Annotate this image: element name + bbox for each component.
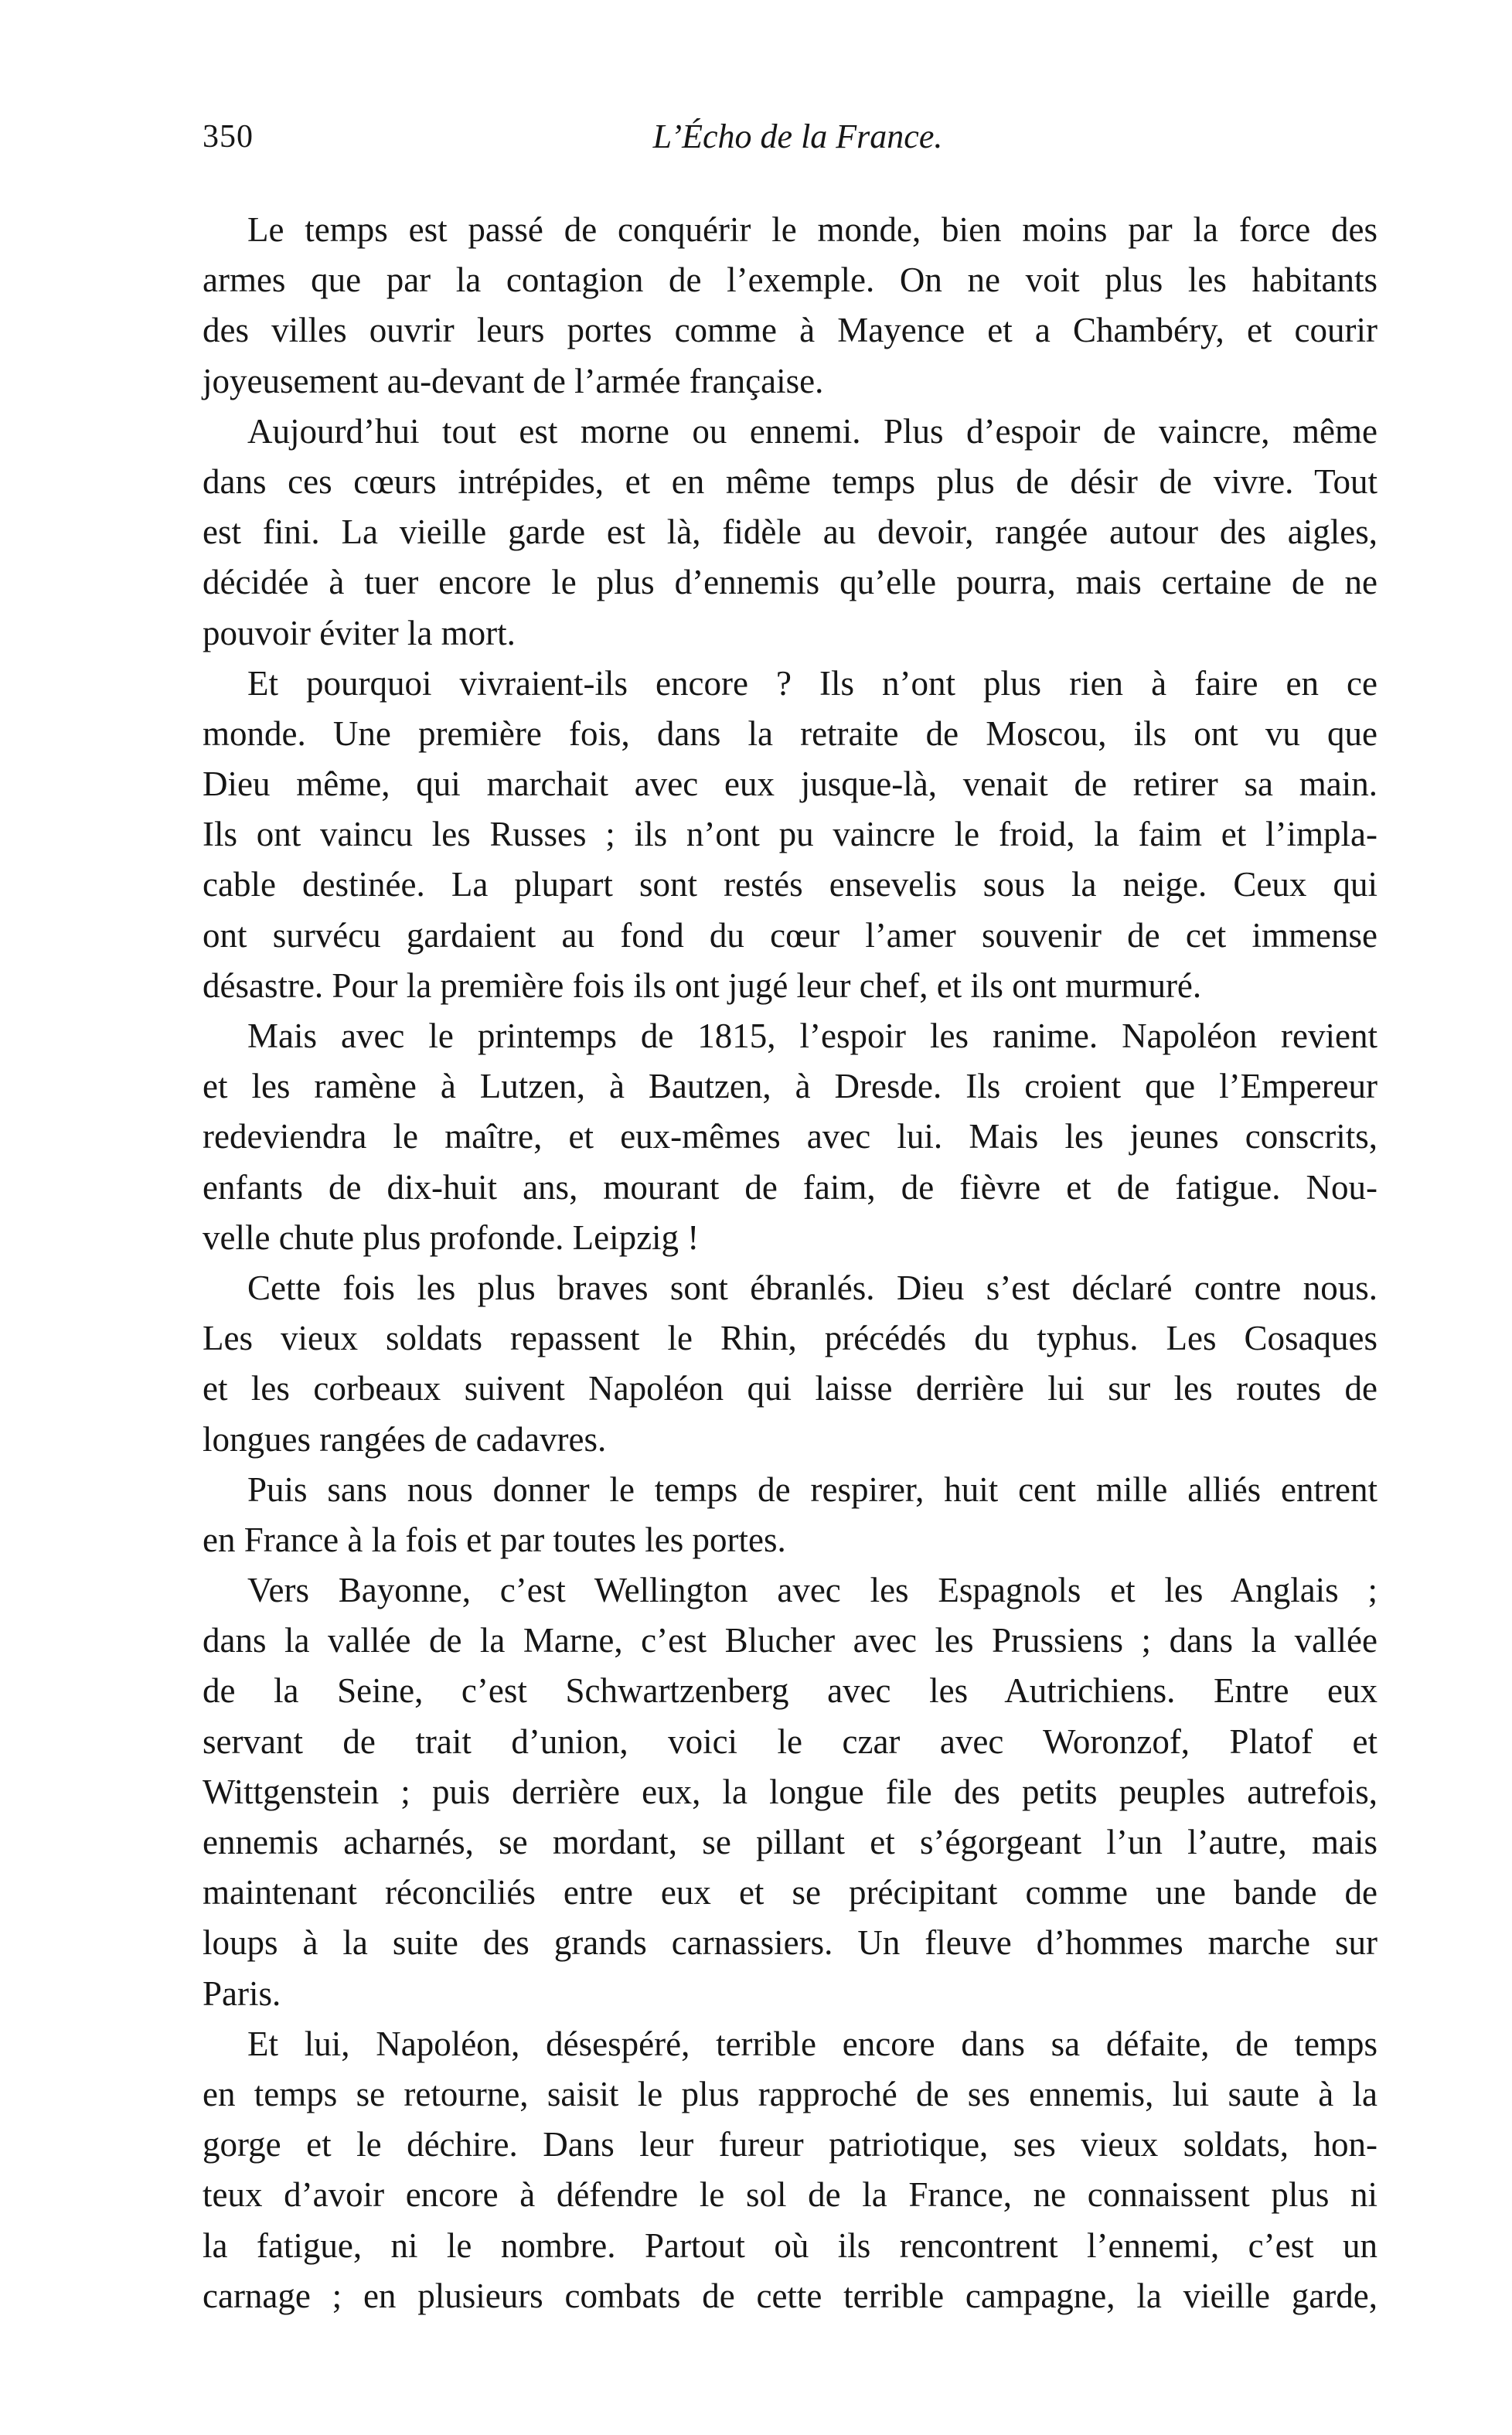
text-line: ennemis acharnés, se mordant, se pillant et s’égorgeant l’un l’autre, mais: [203, 1823, 1377, 1861]
text-line: carnage ; en plusieurs combats de cette terrible campagne, la vieille garde,: [203, 2276, 1377, 2315]
text-line: loups à la suite des grands carnassiers. Un fleuve d’hommes marche sur: [203, 1923, 1377, 1963]
text-line: Aujourd’hui tout est morne ou ennemi. Plus d’espoir de vaincre, même: [247, 411, 1377, 451]
text-line: Vers Bayonne, c’est Wellington avec les Espagnols et les Anglais ;: [247, 1571, 1377, 1610]
text-line: désastre. Pour la première fois ils ont jugé leur chef, et ils ont murmuré.: [203, 965, 1202, 1005]
text-line: décidée à tuer encore le plus d’ennemis qu’elle pourra, mais certaine de ne: [203, 563, 1377, 602]
text-line: enfants de dix-huit ans, mourant de faim, de fièvre et de fatigue. Nou-: [203, 1167, 1377, 1207]
text-line: et les ramène à Lutzen, à Bautzen, à Dresde. Ils croient que l’Empereur: [203, 1067, 1377, 1106]
text-line: des villes ouvrir leurs portes comme à Mayence et a Chambéry, et courir: [203, 311, 1377, 350]
text-line: longues rangées de cadavres.: [203, 1419, 607, 1459]
text-line: velle chute plus profonde. Leipzig !: [203, 1218, 700, 1257]
text-line: en France à la fois et par toutes les portes.: [203, 1520, 786, 1559]
text-line: cable destinée. La plupart sont restés ensevelis sous la neige. Ceux qui: [203, 865, 1377, 904]
paragraph: [203, 1465, 1377, 1565]
paragraph: [203, 2019, 1377, 2321]
text-line: Puis sans nous donner le temps de respirer, huit cent mille alliés entrent: [247, 1470, 1377, 1509]
text-line: Paris.: [203, 1974, 281, 2013]
text-line: maintenant réconciliés entre eux et se précipitant comme une bande de: [203, 1873, 1377, 1912]
text-line: Mais avec le printemps de 1815, l’espoir les ranime. Napoléon revient: [247, 1017, 1377, 1055]
paragraph: [203, 407, 1377, 659]
text-line: armes que par la contagion de l’exemple. On ne voit plus les habitants: [203, 261, 1377, 300]
text-line: teux d’avoir encore à défendre le sol de la France, ne connaissent plus ni: [203, 2175, 1377, 2215]
text-line: gorge et le déchire. Dans leur fureur patriotique, ses vieux soldats, hon-: [203, 2125, 1377, 2164]
text-line: joyeusement au-devant de l’armée française.: [203, 361, 824, 400]
text-line: Wittgenstein ; puis derrière eux, la longue file des petits peuples autrefois,: [203, 1772, 1377, 1811]
body-text: [203, 205, 1377, 2321]
text-line: pouvoir éviter la mort.: [203, 613, 516, 652]
text-line: Dieu même, qui marchait avec eux jusque-là, venait de retirer sa main.: [203, 765, 1377, 804]
text-line: la fatigue, ni le nombre. Partout où ils rencontrent l’ennemi, c’est un: [203, 2226, 1377, 2265]
text-line: servant de trait d’union, voici le czar avec Woronzof, Platof et: [203, 1722, 1377, 1761]
text-line: Ils ont vaincu les Russes ; ils n’ont pu vaincre le froid, la faim et l’impla-: [203, 815, 1377, 854]
text-line: ont survécu gardaient au fond du cœur l’amer souvenir de cet immense: [203, 915, 1377, 955]
page-header: [203, 116, 1377, 162]
text-line: dans la vallée de la Marne, c’est Blucher avec les Prussiens ; dans la vallée: [203, 1621, 1377, 1660]
page-number: 350: [203, 119, 254, 155]
paragraph: [203, 1263, 1377, 1465]
text-line: et les corbeaux suivent Napoléon qui laisse derrière lui sur les routes de: [203, 1369, 1377, 1408]
text-line: Le temps est passé de conquérir le monde, bien moins par la force des: [247, 210, 1377, 249]
text-line: Et pourquoi vivraient-ils encore ? Ils n’ont plus rien à faire en ce: [247, 663, 1377, 703]
text-line: monde. Une première fois, dans la retraite de Moscou, ils ont vu que: [203, 713, 1377, 753]
text-line: est fini. La vieille garde est là, fidèle au devoir, rangée autour des aigles,: [203, 513, 1377, 552]
paragraph: [203, 1011, 1377, 1263]
text-line: dans ces cœurs intrépides, et en même temps plus de désir de vivre. Tout: [203, 461, 1377, 501]
paragraph: [203, 659, 1377, 1011]
paragraph: [203, 1565, 1377, 2019]
text-line: Les vieux soldats repassent le Rhin, précédés du typhus. Les Cosaques: [203, 1319, 1377, 1358]
running-title: L’Écho de la France.: [652, 117, 943, 155]
text-line: Et lui, Napoléon, désespéré, terrible encore dans sa défaite, de temps: [247, 2024, 1377, 2063]
paragraph: [203, 205, 1377, 407]
text-line: Cette fois les plus braves sont ébranlés. Dieu s’est déclaré contre nous.: [247, 1268, 1377, 1307]
text-line: en temps se retourne, saisit le plus rapproché de ses ennemis, lui saute à la: [203, 2074, 1377, 2113]
text-line: redeviendra le maître, et eux-mêmes avec lui. Mais les jeunes conscrits,: [203, 1117, 1377, 1156]
text-line: de la Seine, c’est Schwartzenberg avec les Autrichiens. Entre eux: [203, 1671, 1377, 1711]
